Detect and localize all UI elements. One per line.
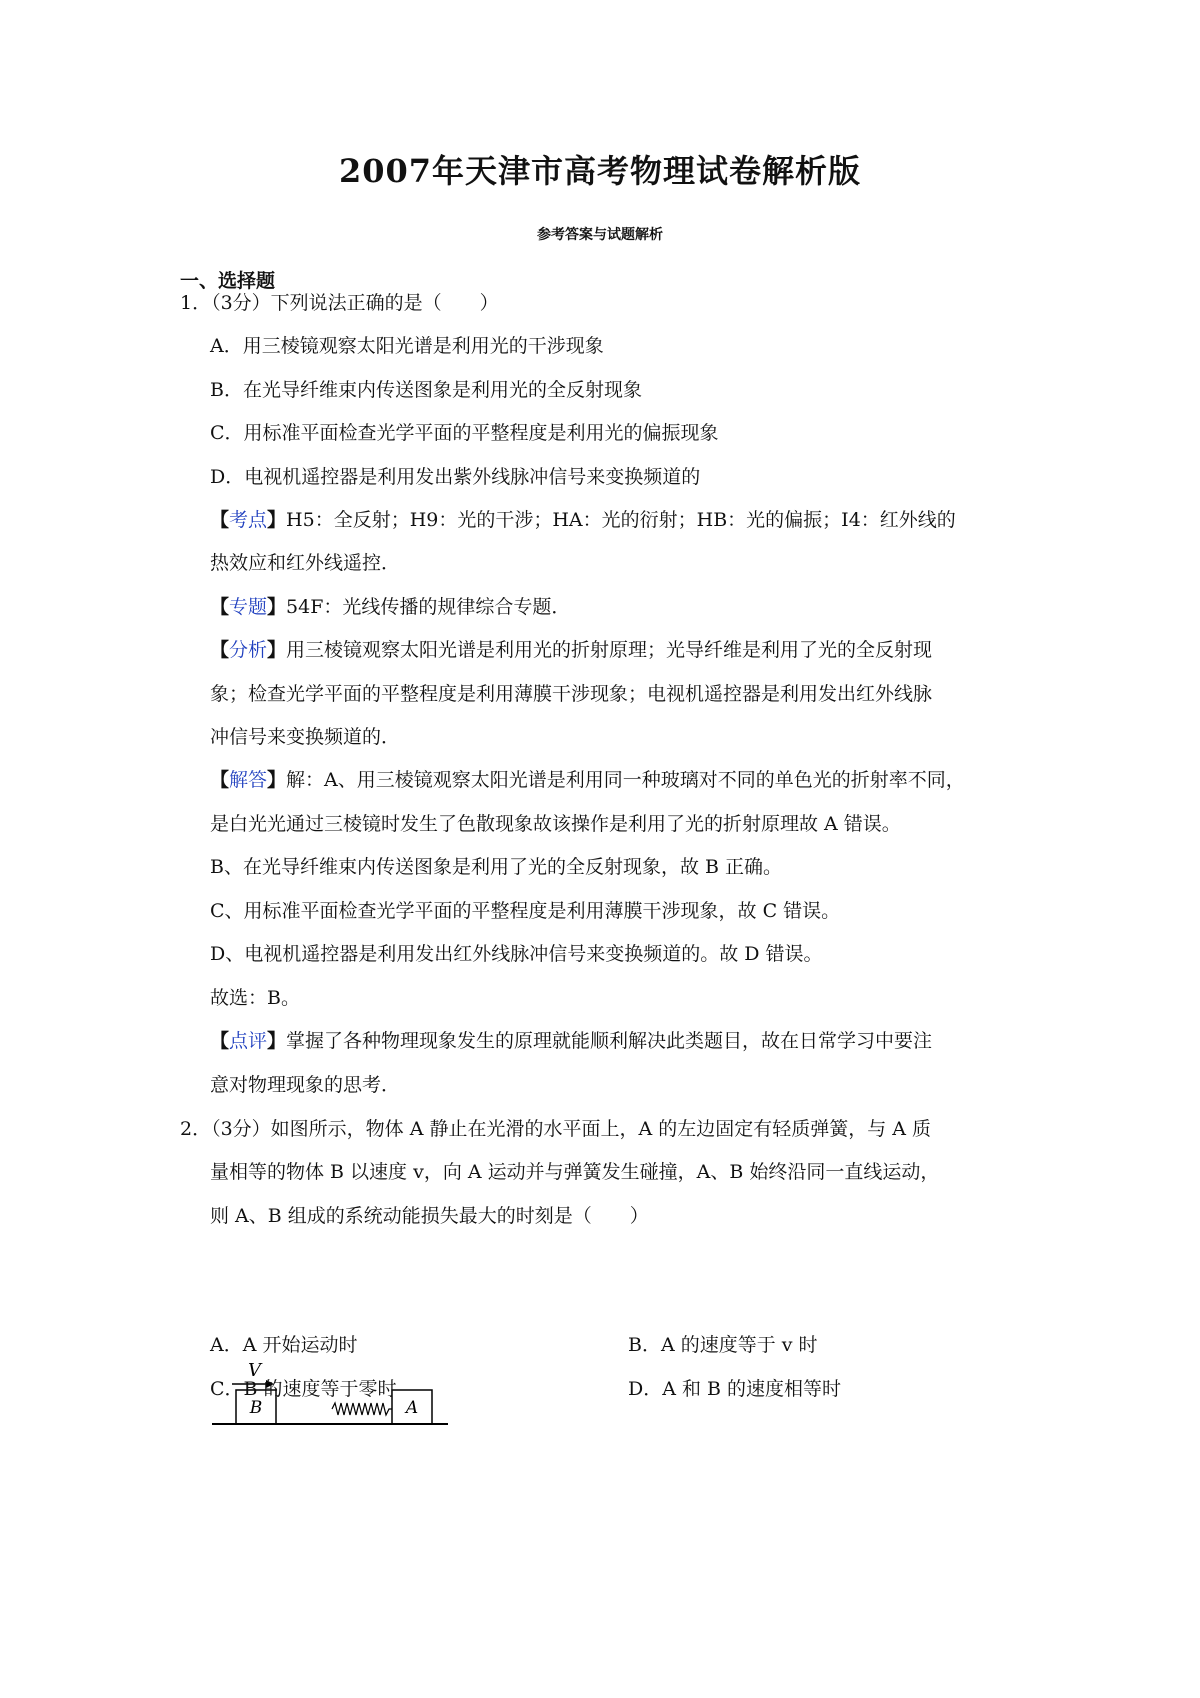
q2-stem-3: 则 A、B 组成的系统动能损失最大的时刻是（ ） (210, 1205, 649, 1227)
q1-dianping (210, 1029, 932, 1053)
q2-option-d: D．A 和 B 的速度相等时 (628, 1378, 842, 1400)
dianping-text-2: 意对物理现象的思考． (210, 1074, 401, 1096)
fenxi-tag: 【分析】 (210, 639, 287, 661)
q1-option-d: D．电视机遥控器是利用发出紫外线脉冲信号来变换频道的 (210, 466, 701, 488)
velocity-label: V (248, 1360, 261, 1381)
q2-option-c: C．B 的速度等于零时 (210, 1378, 397, 1400)
spring-block-figure (208, 1358, 458, 1458)
dianping-text-1: 掌握了各种物理现象发生的原理就能顺利解决此类题目，故在日常学习中要注 (286, 1030, 933, 1052)
q1-option-c: C．用标准平面检查光学平面的平整程度是利用光的偏振现象 (210, 422, 719, 444)
jieda-text-3: B、在光导纤维束内传送图象是利用了光的全反射现象，故 B 正确。 (210, 856, 783, 878)
q1-option-a: A．用三棱镜观察太阳光谱是利用光的干涉现象 (210, 335, 604, 357)
jieda-text-1: 解：A、用三棱镜观察太阳光谱是利用同一种玻璃对不同的单色光的折射率不同， (286, 769, 965, 791)
fenxi-text-3: 冲信号来变换频道的． (210, 726, 401, 748)
spring (332, 1403, 392, 1415)
jieda-tag: 【解答】 (210, 769, 287, 791)
jieda-text-6: 故选：B。 (210, 987, 300, 1009)
section-heading: 一、选择题 (180, 270, 276, 292)
q2-option-b: B．A 的速度等于 v 时 (628, 1334, 818, 1356)
q1-zhuanti (210, 595, 570, 619)
q1-jieda (210, 768, 965, 792)
jieda-text-5: D、电视机遥控器是利用发出红外线脉冲信号来变换频道的。故 D 错误。 (210, 943, 823, 965)
dianping-tag: 【点评】 (210, 1030, 287, 1052)
block-a-label: A (405, 1398, 419, 1418)
zhuanti-text: 54F：光线传播的规律综合专题． (286, 596, 571, 618)
fenxi-text-2: 象；检查光学平面的平整程度是利用薄膜干涉现象；电视机遥控器是利用发出红外线脉 (210, 683, 933, 705)
jieda-text-2: 是白光光通过三棱镜时发生了色散现象故该操作是利用了光的折射原理故 A 错误。 (210, 813, 901, 835)
q2-option-a: A．A 开始运动时 (210, 1334, 358, 1356)
block-b-label: B (249, 1398, 263, 1418)
q1-option-b: B．在光导纤维束内传送图象是利用光的全反射现象 (210, 379, 642, 401)
q1-fenxi (210, 638, 932, 662)
kaodian-text-1: H5：全反射；H9：光的干涉；HA：光的衍射；HB：光的偏振；I4：红外线的 (286, 509, 956, 531)
q2-stem-1: 2．（3分）如图所示，物体 A 静止在光滑的水平面上，A 的左边固定有轻质弹簧，与 A 质 (180, 1118, 932, 1140)
page-title: 2007年天津市高考物理试卷解析版 (338, 152, 862, 190)
kaodian-tag: 【考点】 (210, 509, 287, 531)
zhuanti-tag: 【专题】 (210, 596, 287, 618)
q1-kaodian (210, 508, 956, 532)
q1-stem: 1．（3分）下列说法正确的是（ ） (180, 292, 499, 314)
fenxi-text-1: 用三棱镜观察太阳光谱是利用光的折射原理；光导纤维是利用了光的全反射现 (286, 639, 933, 661)
jieda-text-4: C、用标准平面检查光学平面的平整程度是利用薄膜干涉现象，故 C 错误。 (210, 900, 841, 922)
kaodian-text-2: 热效应和红外线遥控． (210, 552, 401, 574)
q2-stem-2: 量相等的物体 B 以速度 v，向 A 运动并与弹簧发生碰撞，A、B 始终沿同一直线运动， (210, 1161, 940, 1183)
page-subtitle: 参考答案与试题解析 (537, 227, 663, 243)
